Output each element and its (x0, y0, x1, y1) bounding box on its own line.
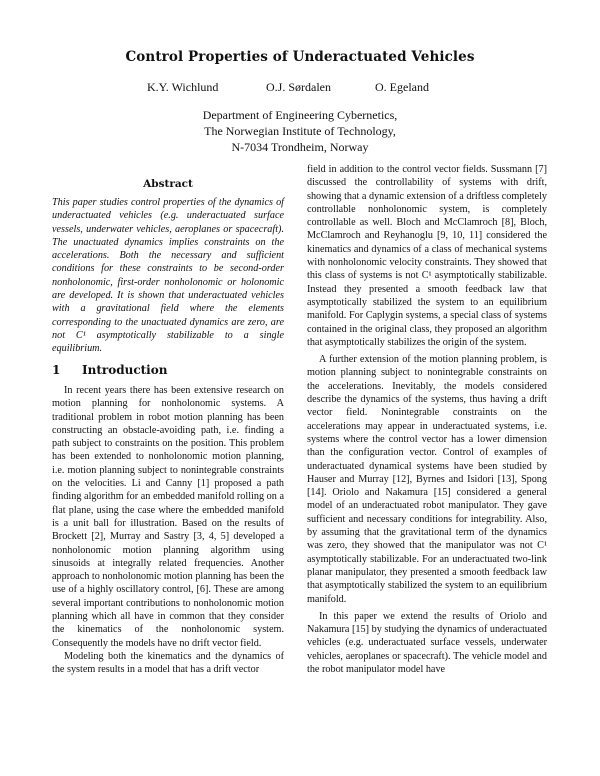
paper-title: Control Properties of Underactuated Vehicles (125, 49, 475, 65)
body-paragraph: Modeling both the kinematics and the dynamics of the system results in a model that has a drift vector (52, 650, 284, 676)
author-1: K.Y. Wichlund (147, 80, 219, 94)
body-paragraph: field in addition to the control vector fields. Sussmann [7] discussed the controllability of systems with drift, showing that a dynamic extension of a driftless completely controllable nonholonomic system, is completely controllable as well. Bloch and McClamroch [8], Bloch, McClamroch and Reyhanoglu [9, 10, 11] considered the kinematics and dynamics of a class of mechanical systems with nonholonomic velocity constraints. They showed that this class of systems is not C¹ asymptotically stabilizable. Instead they presented a smooth feedback law that asymptotically stabilized the system to an equilibrium manifold. For Caplygin systems, a special class of systems contained in the original class, they proposed an algorithm that asymptotically stabilizes the origin of the system. (307, 164, 547, 348)
author-3: O. Egeland (375, 80, 429, 94)
body-paragraph: A further extension of the motion planning problem, is motion planning subject to nonintegrable constraints on the accelerations. Inevitably, the models considered describe the dynamics of the systems, thus having a drift vector field. Nonintegrable constraints on the accelerations may appear in underactuated systems, i.e. systems where the control vector has a lower dimension than the configuration vector. Control of examples of underactuated dynamical systems have been studied by Hauser and Murray [12], Byrnes and Isidori [13], Spong [14]. Oriolo and Nakamura [15] considered a general model of an underactuated robot manipulator. They gave sufficient and necessary conditions for integrability. Also, by assuming that the gravitational term of the dynamics was zero, they showed that the manipulator was not C¹ asymptotically stabilizable. For an underactuated two-link planar manipulator, they presented a smooth feedback law that asymptotically stabilized the system to an equilibrium manifold. (307, 354, 547, 605)
abstract-heading: Abstract (143, 178, 193, 190)
section-number: 1 (52, 363, 61, 377)
body-paragraph: In this paper we extend the results of Oriolo and Nakamura [15] by studying the dynamics of underactuated vehicles (e.g. underactuated surface vessels, underwater vehicles, aeroplanes or spacecraft). The vehicle model and the robot manipulator model have (307, 610, 547, 675)
affiliation-line-2: The Norwegian Institute of Technology, (204, 124, 396, 138)
affiliation-line-3: N-7034 Trondheim, Norway (231, 140, 369, 154)
abstract-paragraph: This paper studies control properties of the dynamics of underactuated vehicles (e.g. underactuated surface vessels, underwater vehicles, aeroplanes or spacecraft). The unactuated dynamics implies constraints on the accelerations. Both the necessary and sufficient conditions for these constraints to be second-order nonholonomic, first-order nonholonomic or holonomic are developed. It is shown that underactuated vehicles with a gravitational field where the elements corresponding to the unactuated dynamics are zero, are not C¹ asymptotically stabilizable to a single equilibrium. (52, 197, 284, 355)
author-2: O.J. Sørdalen (266, 80, 331, 94)
section-heading (52, 363, 167, 377)
abstract-text (52, 196, 284, 356)
right-column-body (307, 163, 547, 676)
affiliation-line-1: Department of Engineering Cybernetics, (202, 108, 398, 122)
body-paragraph: In recent years there has been extensive research on motion planning for nonholonomic systems. A traditional problem in robot motion planning has been constructing an obstacle-avoiding path, i.e. finding a path subject to constraints on the position. This problem has been extended to nonholonomic motion planning, i.e. motion planning subject to nonintegrable constraints on the velocities. Li and Canny [1] proposed a path finding algorithm for an embedded manifold rolling on a flat plane, using the case where the embedded manifold is a unit ball for illustration. Based on the results of Brockett [2], Murray and Sastry [3, 4, 5] developed a nonholonomic motion planning algorithm using sinusoids at integrally related frequencies. Another approach to nonholonomic motion planning has been the use of a highly oscillatory control, [6]. These are among several important contributions to nonholonomic motion planning which all have in common that they consider the kinematics of the nonholonomic system. Consequently the models have no drift vector field. (52, 385, 284, 649)
section-title: Introduction (82, 363, 168, 377)
left-column-body (52, 384, 284, 677)
